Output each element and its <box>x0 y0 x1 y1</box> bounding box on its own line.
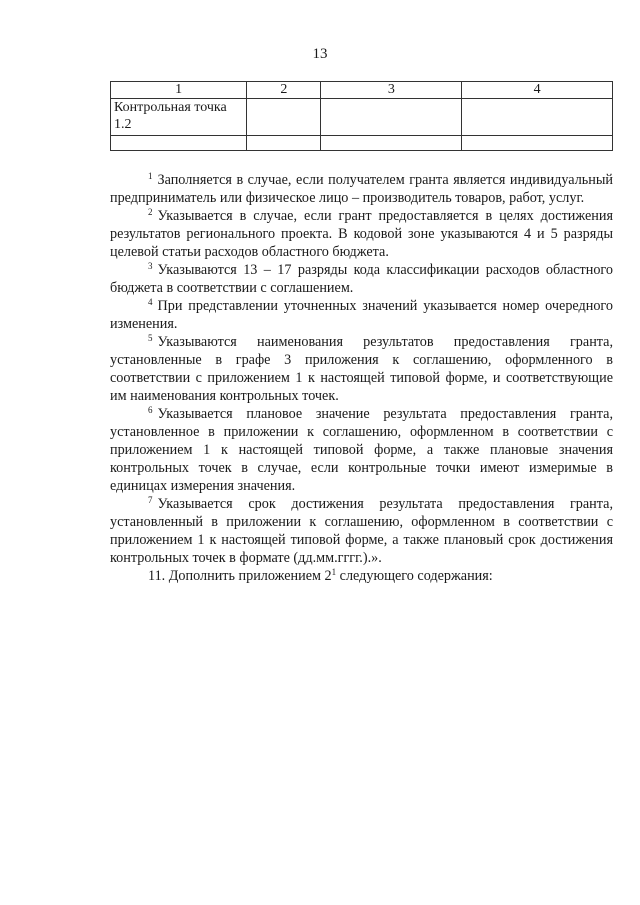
table-cell: Контрольная точка 1.2 <box>111 99 247 136</box>
table-header-cell: 1 <box>111 82 247 99</box>
footnote-2 <box>110 207 613 261</box>
table-cell <box>247 136 321 151</box>
footnote-text: Указываются 13 – 17 разряды кода классификации расходов областного бюджета в соответствии с соглашением. <box>110 262 613 296</box>
table-row <box>111 136 613 151</box>
footnote-7 <box>110 495 613 567</box>
footnote-text: Указывается плановое значение результата предоставления гранта, установленное в приложении к соглашению, оформленном в соответствии с приложением 1 к настоящей типовой форме, а также плановые значения контрольных точек в случае, если контрольные точки имеют измеримые в единицах измерения значения. <box>110 406 613 494</box>
footnote-4 <box>110 297 613 333</box>
control-points-table <box>110 81 613 151</box>
footnote-text: Заполняется в случае, если получателем гранта является индивидуальный предприниматель или физическое лицо – производитель товаров, работ, услуг. <box>110 172 613 206</box>
table-cell <box>321 136 462 151</box>
footnote-text: Указываются наименования результатов предоставления гранта, установленные в графе 3 приложения к соглашению, оформленного в соответствии с приложением 1 к настоящей типовой форме, и соответствующие им наименования контрольных точек. <box>110 334 613 404</box>
footnote-mark: 6 <box>148 405 153 415</box>
table-header-row <box>111 82 613 99</box>
footnote-mark: 1 <box>148 171 153 181</box>
footnote-5 <box>110 333 613 405</box>
table-row <box>111 99 613 136</box>
footnote-6 <box>110 405 613 495</box>
table-cell <box>462 99 613 136</box>
table-cell <box>111 136 247 151</box>
closing-text-end: следующего содержания: <box>336 568 493 584</box>
table-header-cell: 3 <box>321 82 462 99</box>
closing-paragraph <box>110 567 613 585</box>
footnote-mark: 5 <box>148 333 153 343</box>
page-number: 13 <box>312 46 328 62</box>
footnote-text: При представлении уточненных значений указывается номер очередного изменения. <box>110 298 613 332</box>
footnote-mark: 3 <box>148 261 153 271</box>
table-header-cell: 2 <box>247 82 321 99</box>
table-header-cell: 4 <box>462 82 613 99</box>
footnote-3 <box>110 261 613 297</box>
footnotes <box>110 171 613 585</box>
footnote-1 <box>110 171 613 207</box>
closing-superscript: 1 <box>331 567 337 577</box>
closing-text: 11. Дополнить приложением 2 <box>148 568 332 584</box>
footnote-text: Указывается срок достижения результата предоставления гранта, установленный в приложении к соглашению, оформленном в соответствии с приложением 1 к настоящей типовой форме, а также плановый срок достижения контрольных точек в формате (дд.мм.гггг.).». <box>110 496 613 566</box>
footnote-mark: 2 <box>148 207 153 217</box>
table-cell <box>462 136 613 151</box>
table-cell <box>247 99 321 136</box>
footnote-mark: 4 <box>148 297 153 307</box>
table-cell <box>321 99 462 136</box>
footnote-mark: 7 <box>148 495 153 505</box>
footnote-text: Указывается в случае, если грант предоставляется в целях достижения результатов регионального проекта. В кодовой зоне указываются 4 и 5 разряды целевой статьи расходов областного бюджета. <box>110 208 613 260</box>
